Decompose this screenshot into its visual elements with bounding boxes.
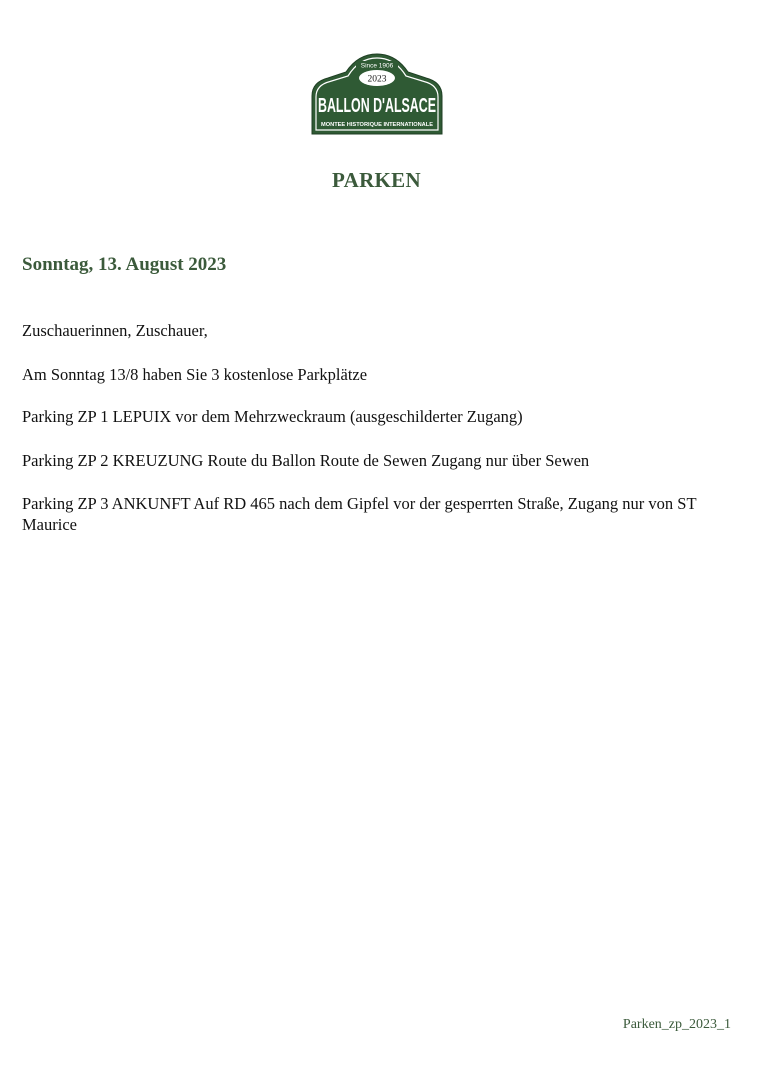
parking-zp3-paragraph: Parking ZP 3 ANKUNFT Auf RD 465 nach dem Gipfel vor der gesperrten Straße, Zugang nur von ST Maurice bbox=[22, 494, 697, 534]
logo-name: BALLON D'ALSACE bbox=[318, 95, 436, 117]
document-footer: Parken_zp_2023_1 bbox=[622, 1017, 731, 1032]
date-heading: Sonntag, 13. August 2023 bbox=[22, 254, 227, 275]
intro-paragraph: Am Sonntag 13/8 haben Sie 3 kostenlose Parkplätze bbox=[22, 365, 368, 384]
parking-zp2-paragraph: Parking ZP 2 KREUZUNG Route du Ballon Route de Sewen Zugang nur über Sewen bbox=[22, 451, 590, 470]
greeting-paragraph: Zuschauerinnen, Zuschauer, bbox=[22, 321, 208, 340]
logo-since: Since 1906 bbox=[360, 62, 394, 70]
parking-zp1-paragraph: Parking ZP 1 LEPUIX vor dem Mehrzweckraum (ausgeschilderter Zugang) bbox=[22, 407, 523, 426]
ballon-dalsace-logo bbox=[306, 52, 448, 136]
logo-year: 2023 bbox=[367, 74, 387, 85]
logo-subtitle: MONTEE HISTORIQUE INTERNATIONALE bbox=[321, 122, 434, 128]
page-title: PARKEN bbox=[332, 168, 421, 192]
